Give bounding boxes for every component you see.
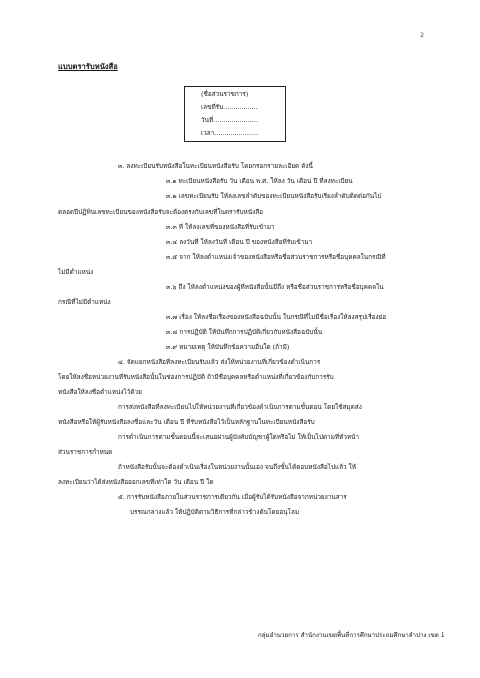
body-line: การส่งหนังสือที่ลงทะเบียนไปให้หน่วยงานที่เกี่ยวข้องดำเนินการตามขั้นตอน โดยใช้สมุดส่ง — [118, 403, 362, 411]
body-line: ๓.๓ ที่ ให้ลงเลขที่ของหนังสือที่รับเข้ามา — [166, 223, 275, 231]
body-line: หนังสือหรือให้ผู้รับหนังสือลงชื่อและวัน เดือน ปี ที่รับหนังสือไว้เป็นหลักฐานในทะเบียนหนังสือรับ — [58, 418, 315, 426]
body-line: ไม่มีตำแหน่ง — [58, 268, 94, 276]
body-line: ส่วนราชการกำหนด — [58, 448, 113, 456]
body-line: ๓. ลงทะเบียนรับหนังสือในทะเบียนหนังสือรับ โดยกรอกรายละเอียด ดังนี้ — [118, 162, 313, 170]
body-line: ๔. จัดแยกหนังสือที่ลงทะเบียนรับแล้ว ส่งให้หน่วยงานที่เกี่ยวข้องดำเนินการ — [118, 358, 321, 366]
stamp-agency-name: (ชื่อส่วนราชการ) — [201, 90, 249, 98]
page-footer: กลุ่มอำนวยการ สำนักงานเขตพื้นที่การศึกษาประถมศึกษาลำปาง เขต 1 — [258, 632, 445, 639]
body-line: ๓.๘ การปฏิบัติ ให้บันทึกการปฏิบัติเกี่ยวกับหนังสือฉบับนั้น — [166, 328, 323, 336]
body-line: ๓.๒ เลขทะเบียนรับ ให้ลงเลขลำดับของทะเบียนหนังสือรับเรียงลำดับติดต่อกันไป — [166, 192, 382, 200]
body-line: ๓.๕ จาก ให้ลงตำแหน่งเจ้าของหนังสือหรือชื่อส่วนราชการหรือชื่อบุคคลในกรณีที่ — [166, 253, 386, 261]
stamp-time: เวลา...................... — [201, 129, 259, 137]
body-line: ๕. การรับหนังสือภายในส่วนราชการเดียวกัน เมื่อผู้รับได้รับหนังสือจากหน่วยงานสาร — [118, 493, 347, 501]
body-line: การดำเนินการตามขั้นตอนนี้จะเสนอผ่านผู้บังคับบัญชาผู้ใดหรือไม่ ให้เป็นไปตามที่หัวหน้า — [118, 433, 360, 441]
body-line: ๓.๔ ลงวันที่ ให้ลงวันที่ เดือน ปี ของหนังสือที่รับเข้ามา — [166, 238, 313, 246]
body-line: บรรณกลางแล้ว ให้ปฏิบัติตามวิธีการที่กล่าวข้างต้นโดยอนุโลม — [130, 508, 300, 516]
page-heading: แบบตรารับหนังสือ — [58, 62, 118, 71]
stamp-date: วันที่...................... — [201, 116, 258, 124]
body-line: กรณีที่ไม่มีตำแหน่ง — [58, 298, 111, 306]
receipt-stamp-box — [184, 86, 286, 142]
body-line: ๓.๙ หมายเหตุ ให้บันทึกข้อความอื่นใด (ถ้ามี) — [166, 343, 290, 351]
page-number: 2 — [420, 31, 425, 39]
body-line: หนังสือให้ลงชื่อตำแหน่งไว้ด้วย — [58, 388, 142, 396]
body-line: ๓.๖ ถึง ให้ลงตำแหน่งของผู้ที่หนังสือนั้นมีถึง หรือชื่อส่วนราชการหรือชื่อบุคคลใน — [166, 283, 384, 291]
body-line: ถ้าหนังสือรับนั้นจะต้องดำเนินเรื่องในหน่วยงานนั้นเอง จนถึงขั้นได้ตอบหนังสือไปแล้ว ให้ — [118, 463, 356, 471]
body-line: ตลอดปีปฏิทินเลขทะเบียนของหนังสือรับจะต้องตรงกับเลขที่ในตรารับหนังสือ — [58, 208, 263, 216]
body-line: โดยให้ลงชื่อหน่วยงานที่รับหนังสือนั้นในช่องการปฏิบัติ ถ้ามีชื่อบุคคลหรือตำแหน่งที่เกี่ยวข้องกับการรับ — [58, 373, 334, 381]
body-line: ๓.๑ ทะเบียนหนังสือรับ วัน เดือน พ.ศ. ให้ลง วัน เดือน ปี ที่ลงทะเบียน — [166, 177, 353, 185]
stamp-receipt-number: เลขที่รับ................. — [201, 103, 258, 111]
body-line: ลงทะเบียนว่าได้ส่งหนังสือออกเลขที่เท่าใด วัน เดือน ปี ใด — [58, 478, 214, 486]
body-line: ๓.๗ เรื่อง ให้ลงชื่อเรื่องของหนังสือฉบับนั้น ในกรณีที่ไม่มีชื่อเรื่องให้ลงสรุปเรื่องย่อ — [166, 313, 387, 321]
